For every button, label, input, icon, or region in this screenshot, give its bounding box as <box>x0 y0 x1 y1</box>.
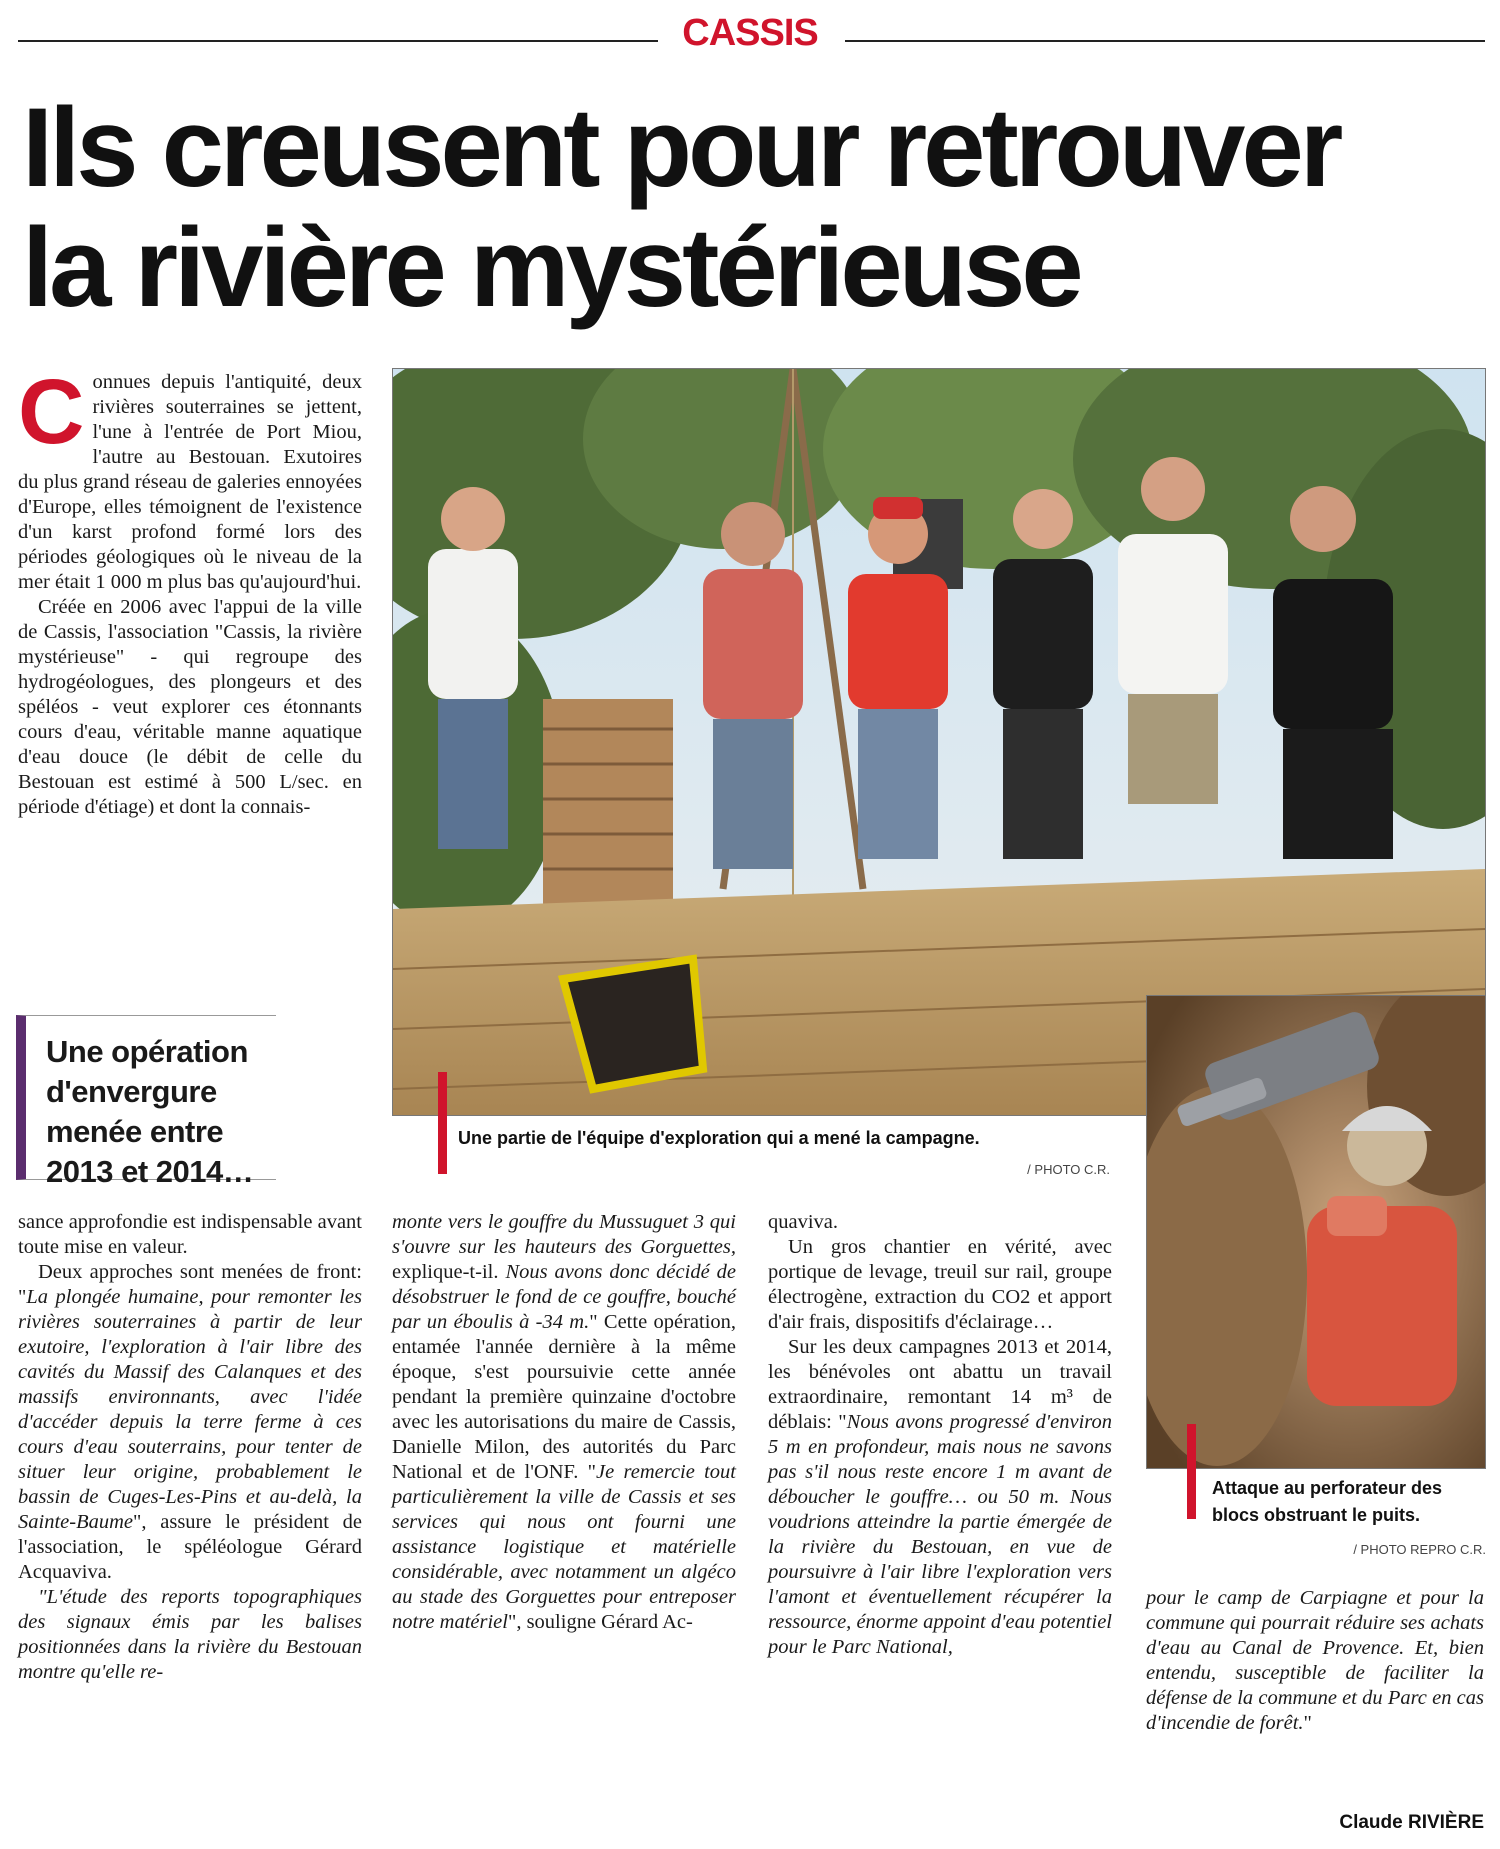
author-signature: Claude RIVIÈRE <box>1339 1812 1484 1833</box>
main-photo-credit: / PHOTO C.R. <box>1027 1162 1110 1177</box>
driller-photo-image <box>1147 996 1485 1468</box>
column-4 <box>1146 1586 1484 1736</box>
side-caption-line-1: Attaque au perforateur des <box>1212 1478 1443 1498</box>
col3-paragraph-3: Sur les deux campagnes 2013 et 2014, les bénévoles ont abattu un travail extraordinaire, remontant 14 m³ de déblais: "Nous avons progressé d'environ 5 m en profondeur, mais nous ne savons pas s'il nous reste encore 1 m avant de déboucher le gouffre… ou 50 m. Nous voudrions atteindre la partie émergée de la rivière du Bestouan, en vue de poursuivre à l'air libre l'exploration vers l'amont et éventuellement récupérer la ressource, énorme appoint d'eau potentiel pour le Parc National, <box>768 1336 1113 1658</box>
col3-paragraph-2: Un gros chantier en vérité, avec portique de levage, treuil sur rail, groupe électrogène, extraction du CO2 et apport d'air frais, dispositifs d'éclairage… <box>768 1236 1112 1333</box>
col4-paragraph-1: pour le camp de Carpiagne et pour la commune qui pourrait réduire ses achats d'eau au Canal de Provence. Et, bien entendu, susceptible de faciliter la défense de la commune et du Parc en cas d'incendie de forêt." <box>1146 1587 1484 1734</box>
section-tag: CASSIS <box>682 12 818 54</box>
col3-paragraph-1: quaviva. <box>768 1211 839 1233</box>
side-photo-credit: / PHOTO REPRO C.R. <box>1353 1542 1486 1557</box>
header-rule-left <box>18 40 658 42</box>
side-caption-line-2: blocs obstruant le puits. <box>1212 1505 1421 1525</box>
header-rule-right <box>845 40 1485 42</box>
column-1 <box>18 1210 362 1685</box>
pull-quote: Une opération d'envergure menée entre 2013 et 2014… <box>16 1015 276 1180</box>
side-caption <box>1212 1475 1492 1529</box>
intro-paragraph-2: Créée en 2006 avec l'appui de la ville de Cassis, l'association "Cassis, la rivière mystérieuse" - qui regroupe des hydrogéologues, des plongeurs et des spéléos - veut explorer ces étonnants cours d'eau, véritable manne aquatique d'eau douce (le débit de celle du Bestouan est estimé à 500 L/sec. en période d'étiage) et dont la connais- <box>18 596 362 818</box>
intro-column <box>18 361 362 820</box>
col1-paragraph-3: "L'étude des reports topographiques des signaux émis par les balises positionnées dans la rivière du Bestouan montre qu'elle re- <box>18 1586 362 1683</box>
column-3 <box>768 1210 1112 1660</box>
column-2 <box>392 1210 736 1635</box>
driller-photo <box>1146 995 1486 1469</box>
headline-line-1: Ils creusent pour retrouver <box>22 85 1340 210</box>
main-caption: Une partie de l'équipe d'exploration qui a mené la campagne. <box>458 1128 980 1148</box>
headline-line-2: la rivière mystérieuse <box>22 205 1080 330</box>
col1-paragraph-1: sance approfondie est indispensable avant toute mise en valeur. <box>18 1211 362 1258</box>
col1-paragraph-2: Deux approches sont menées de front: "La plongée humaine, pour remonter les rivières souterraines à partir de leur exutoire, l'exploration à l'air libre des cavités du Massif des Calanques et des massifs environnants, avec l'idée d'accéder depuis la terre ferme à ces cours d'eau souterrains, pour tenter de situer leur origine, probablement le bassin de Cuges-Les-Pins et au-delà, la Sainte-Baume", assure le président de l'association, le spéléologue Gérard Acquaviva. <box>18 1261 362 1583</box>
intro-paragraph-1: Connues depuis l'antiquité, deux rivières souterraines se jettent, l'une à l'entrée de Port Miou, l'autre au Bestouan. Exutoires du plus grand réseau de galeries ennoyées d'Europe, elles témoignent de l'existence d'un karst profond formé lors des périodes géologiques où le niveau de la mer était 1 000 m plus bas qu'aujourd'hui. <box>18 361 362 593</box>
main-caption-bar <box>438 1072 447 1174</box>
col2-paragraph-1: monte vers le gouffre du Mussuguet 3 qui s'ouvre sur les hauteurs des Gorguettes, explique-t-il. Nous avons donc décidé de désobstruer le fond de ce gouffre, bouché par un éboulis à -34 m." Cette opération, entamée l'année dernière à la même époque, s'est poursuivie cette année pendant la première quinzaine d'octobre avec les autorisations du maire de Cassis, Danielle Milon, des autorités du Parc National et de l'ONF. "Je remercie tout particulièrement la ville de Cassis et ses services qui nous ont fourni une assistance logistique et matérielle considérable, avec notamment un algéco au stade des Gorguettes pour entreposer notre matériel", souligne Gérard Ac- <box>392 1211 737 1633</box>
drop-cap: C <box>18 361 85 463</box>
side-caption-bar <box>1187 1424 1196 1519</box>
headline <box>22 85 1482 330</box>
